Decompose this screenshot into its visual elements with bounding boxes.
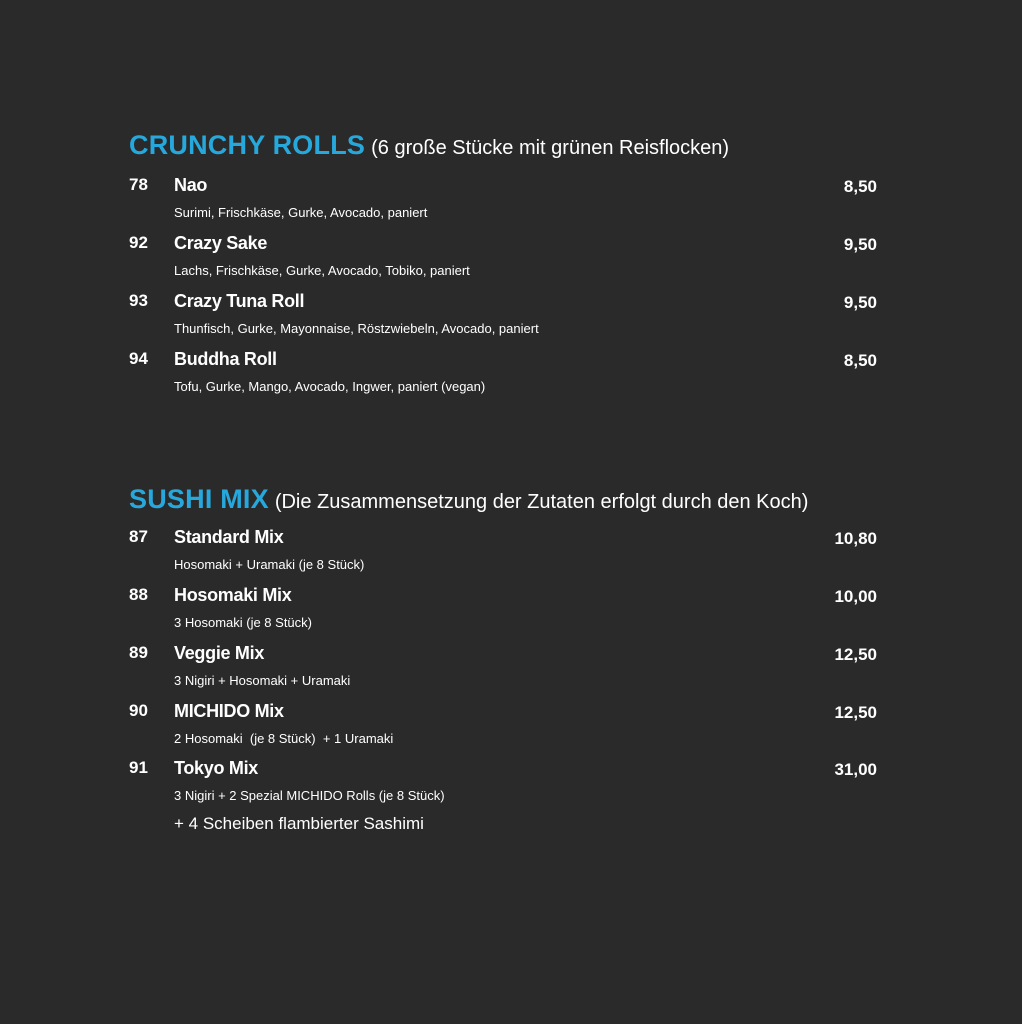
item-number: 87 [129, 527, 148, 546]
item-name: Nao [174, 175, 208, 195]
item-description: Hosomaki + Uramaki (je 8 Stück) [174, 557, 365, 572]
item-name: Tokyo Mix [174, 758, 258, 778]
item-number: 91 [129, 758, 148, 777]
item-name: Buddha Roll [174, 349, 277, 369]
item-description: 3 Hosomaki (je 8 Stück) [174, 615, 312, 630]
item-number: 92 [129, 233, 148, 252]
item-extra-note: + 4 Scheiben flambierter Sashimi [174, 814, 424, 833]
item-price: 31,00 [834, 760, 877, 779]
section-title: CRUNCHY ROLLS [129, 130, 366, 160]
item-price: 9,50 [843, 293, 877, 312]
item-description: Lachs, Frischkäse, Gurke, Avocado, Tobiko, paniert [174, 263, 470, 278]
item-number: 90 [129, 701, 148, 720]
item-name: MICHIDO Mix [174, 701, 284, 721]
menu-section-sushi-mix [129, 484, 889, 833]
item-price: 9,50 [843, 235, 877, 254]
item-description: 3 Nigiri + Hosomaki + Uramaki [174, 673, 351, 688]
item-number: 89 [129, 643, 148, 662]
section-heading [129, 486, 889, 513]
item-name: Standard Mix [174, 527, 284, 547]
item-number: 93 [129, 291, 148, 310]
menu-section-crunchy-rolls [129, 130, 889, 394]
item-name: Crazy Sake [174, 233, 268, 253]
section-title: SUSHI MIX [129, 484, 269, 514]
item-price: 8,50 [843, 351, 877, 370]
item-price: 10,80 [834, 529, 877, 548]
item-price: 10,00 [834, 587, 877, 606]
section-subtitle: (Die Zusammensetzung der Zutaten erfolgt durch den Koch) [274, 491, 809, 513]
item-name: Crazy Tuna Roll [174, 291, 305, 311]
item-name: Veggie Mix [174, 643, 265, 663]
item-number: 88 [129, 585, 148, 604]
item-description: Surimi, Frischkäse, Gurke, Avocado, paniert [174, 205, 428, 220]
item-price: 8,50 [843, 177, 877, 196]
item-description: 3 Nigiri + 2 Spezial MICHIDO Rolls (je 8 Stück) [174, 788, 445, 803]
item-number: 78 [129, 175, 148, 194]
item-description: Tofu, Gurke, Mango, Avocado, Ingwer, paniert (vegan) [174, 379, 486, 394]
item-description: Thunfisch, Gurke, Mayonnaise, Röstzwiebeln, Avocado, paniert [174, 321, 539, 336]
item-price: 12,50 [834, 703, 877, 722]
item-name: Hosomaki Mix [174, 585, 292, 605]
section-heading [129, 132, 889, 159]
item-number: 94 [129, 349, 148, 368]
item-price: 12,50 [834, 645, 877, 664]
item-description: 2 Hosomaki (je 8 Stück) + 1 Uramaki [174, 731, 394, 746]
section-subtitle: (6 große Stücke mit grünen Reisflocken) [371, 137, 730, 159]
